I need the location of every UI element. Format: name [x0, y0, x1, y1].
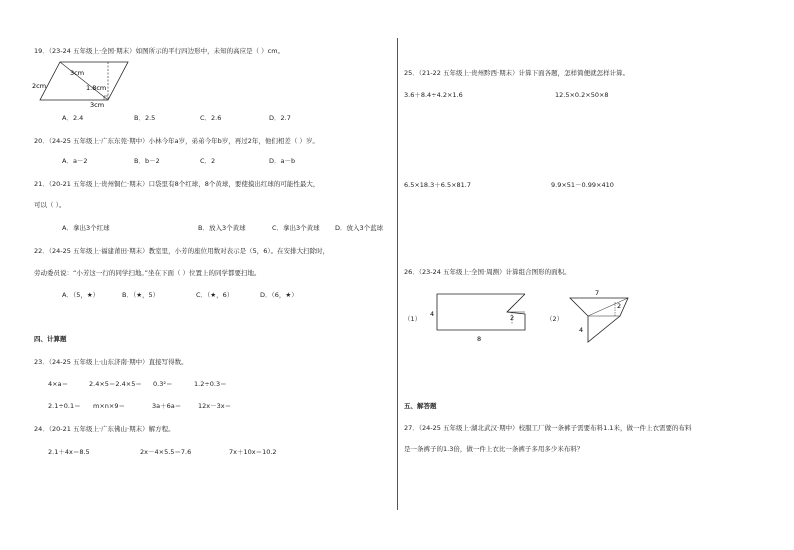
q23-text: 23．（24-25 五年级上·山东济南·期中）直接写得数。 [34, 358, 188, 366]
composite-figure-1 [430, 292, 557, 343]
q20-option-b: B．b－2 [134, 157, 160, 165]
q20-text: 20．（24-25 五年级上·广东东莞·期中）小林今年a岁，弟弟今年b岁，再过2年，他们相差（ ）岁。 [34, 137, 319, 145]
q21-option-b: B．放入3个黄球 [198, 224, 246, 232]
q19-option-b: B．2.5 [134, 114, 156, 122]
q25-expr-4: 9.9×51－0.99×410 [551, 181, 614, 189]
q21-option-d: D．放入3个蓝球 [335, 224, 384, 232]
fig2-top-label: 7 [595, 289, 600, 297]
q27-text-line2: 是一条裤子的1.3倍，做一件上衣比一条裤子多用多少米布料？ [404, 445, 584, 453]
fig-label-bottom: 3cm [90, 101, 105, 109]
q22-option-a: A．（5，★） [62, 291, 100, 299]
q23-item-8: 12x－3x＝ [198, 402, 232, 410]
q23-item-3: 0.3²＝ [153, 380, 173, 388]
q23-item-4: 1.2÷0.3＝ [194, 380, 227, 388]
q19-option-d: D．2.7 [269, 114, 291, 122]
fig1-side-label: 4 [430, 310, 435, 318]
q27-text-line1: 27．（24-25 五年级上·湖北武汉·期中）校服工厂做一条裤子需要布料1.1米，做一件上衣需要的布料 [404, 424, 692, 432]
q24-equation-2: 2x－4×5.5＝7.6 [140, 448, 192, 456]
q22-option-c: C．（★，6） [196, 291, 234, 299]
section-5-heading: 五、解答题 [404, 402, 437, 410]
q26-text: 26．（23-24 五年级上·全国·周测）计算组合图形的面积。 [404, 268, 571, 276]
q19-option-a: A．2.4 [62, 114, 84, 122]
q26-fig1-label: （1） [404, 315, 422, 323]
q23-item-7: 3a＋6a＝ [152, 402, 182, 410]
fig1-bottom-label: 8 [477, 335, 482, 343]
q22-text-line2: 劳动委员说：“小芳这一行的同学扫地。”坐在下面（ ）位置上的同学都要扫地。 [34, 269, 261, 277]
q23-item-5: 2.1÷0.1＝ [48, 402, 81, 410]
q23-item-2: 2.4×5＝2.4×5＝ [89, 380, 142, 388]
q21-text-line1: 21．（20-21 五年级上·贵州铜仁·期末）口袋里有8个红球，8个黄球，要使摸出红球的可能性最大， [34, 180, 320, 188]
column-divider [397, 38, 398, 510]
q21-text-line2: 可以（ ）。 [34, 201, 66, 209]
q20-option-d: D．a－b [269, 157, 296, 165]
fig2-side-label: 4 [579, 326, 584, 334]
q23-item-6: m×n×9＝ [93, 402, 125, 410]
q21-option-c: C．拿出3个黄球 [272, 224, 320, 232]
q22-option-b: B．（★，5） [122, 291, 160, 299]
fig-label-top: 3cm [70, 69, 85, 77]
composite-figure-2 [568, 289, 648, 342]
fig-label-left: 2cm [32, 82, 47, 90]
q20-option-c: C．2 [200, 157, 216, 165]
q24-equation-1: 2.1＋4x＝8.5 [48, 448, 90, 456]
q19-option-c: C．2.6 [200, 114, 222, 122]
parallelogram-figure [32, 58, 150, 109]
q25-expr-3: 6.5×18.3＋6.5×81.7 [404, 181, 472, 189]
q25-text: 25．（21-22 五年级上·贵州黔西·期末）计算下面各题，怎样简便就怎样计算。 [404, 69, 630, 77]
q23-item-1: 4×a＝ [48, 380, 69, 388]
fig1-inner-label: 2 [510, 314, 515, 322]
q26-fig2-label: （2） [546, 315, 564, 323]
section-4-heading: 四、计算题 [34, 335, 67, 343]
q24-text: 24．（20-21 五年级上·广东佛山·期末）解方程。 [34, 425, 175, 433]
q19-text: 19．（23-24 五年级上·全国·期末）如图所示的平行四边形中，未知的高应是（ ）cm。 [34, 47, 285, 55]
q21-option-a: A．拿出3个红球 [62, 224, 110, 232]
q20-option-a: A．a－2 [62, 157, 88, 165]
q22-text-line1: 22．（24-25 五年级上·福建莆田·期末）教室里，小芳的座位用数对表示是（5，6）。在安排大扫除时， [34, 247, 330, 255]
fig2-inner-label: 2 [617, 302, 622, 310]
q24-equation-3: 7x＋10x＝10.2 [229, 448, 277, 456]
q25-expr-1: 3.6＋8.4÷4.2×1.6 [404, 91, 463, 99]
q25-expr-2: 12.5×0.2×50×8 [555, 91, 609, 99]
q22-option-d: D．（6，★） [260, 291, 298, 299]
fig-label-inner: 1.8cm [86, 84, 107, 92]
